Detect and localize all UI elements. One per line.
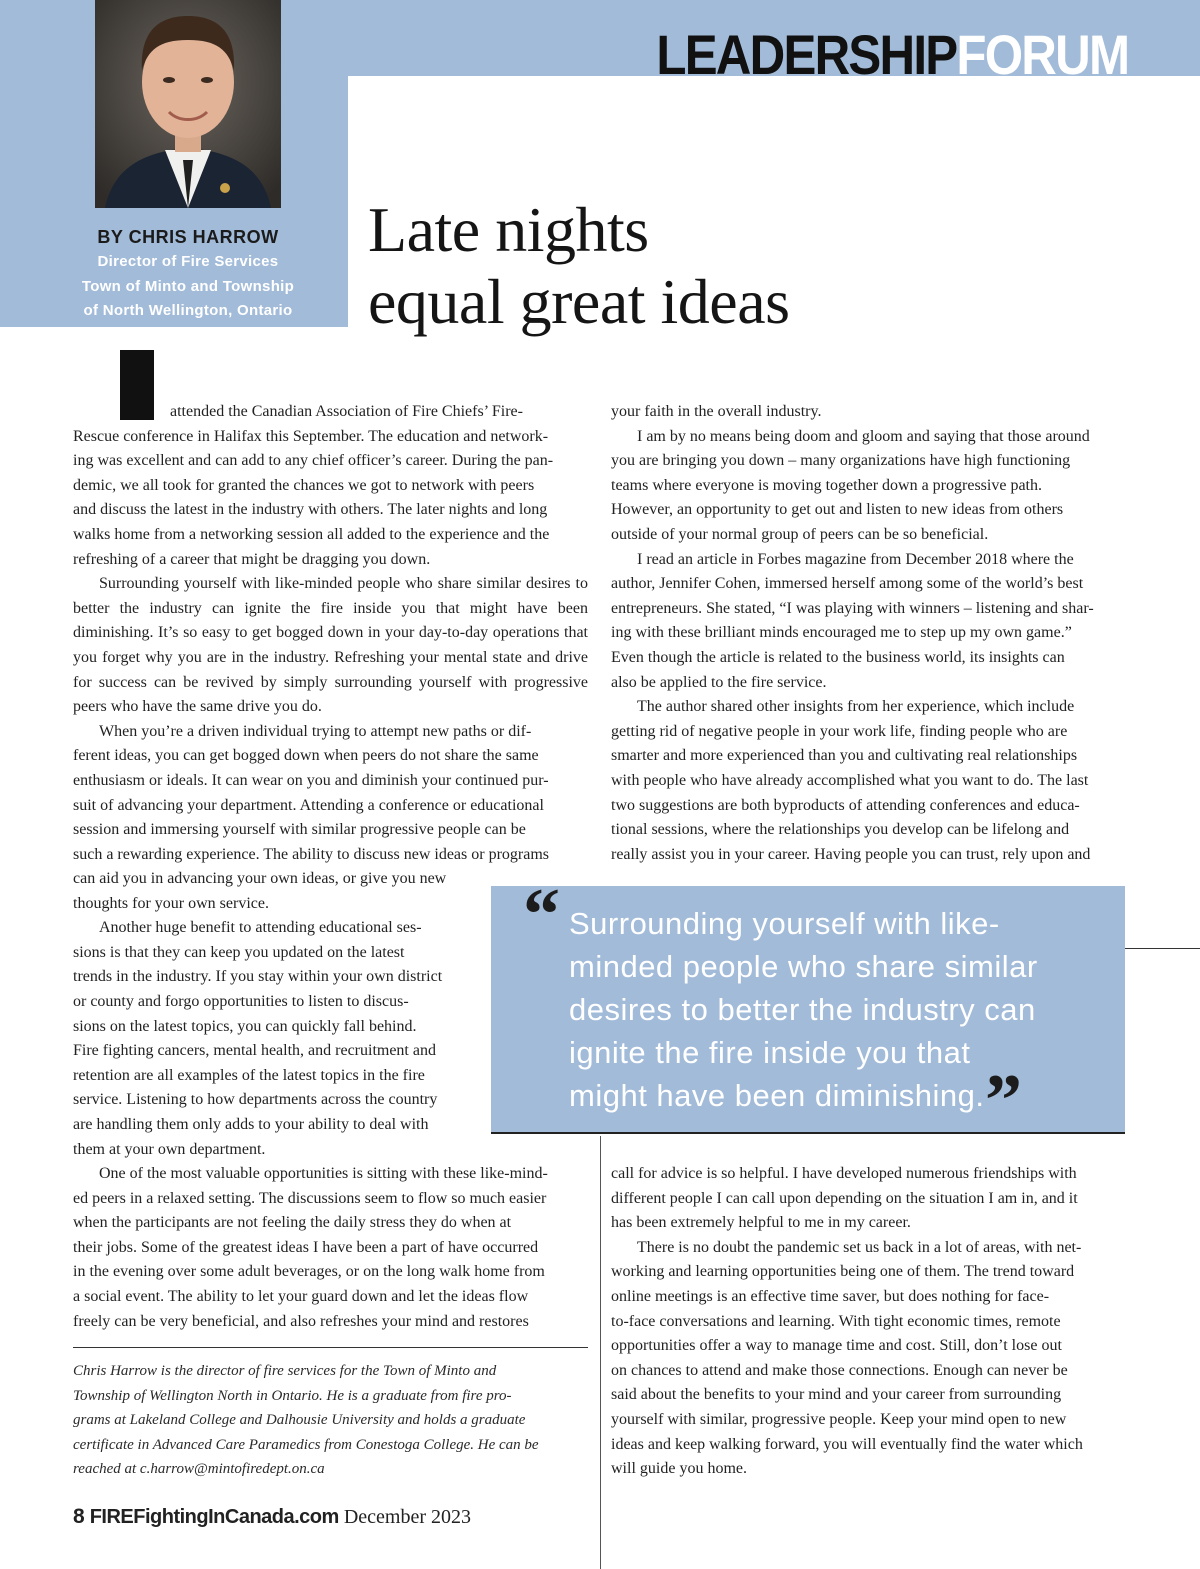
text-line: in the evening over some adult beverages, or on the long walk home from (73, 1263, 545, 1281)
article-headline (368, 194, 790, 338)
text-line: ed peers in a relaxed setting. The discussions seem to flow so much easier (73, 1189, 547, 1207)
paragraph-r2 (611, 425, 1125, 548)
text-line: I read an article in Forbes magazine from December 2018 where the (637, 550, 1074, 568)
text-line: enthusiasm or ideals. It can wear on you and diminish your continued pur- (73, 771, 549, 789)
text-line: entrepreneurs. She stated, “I was playing with winners – listening and shar- (611, 599, 1094, 617)
text-line: ing with these brilliant minds encouraged me to step up my own game.” (611, 624, 1072, 642)
paragraph-5 (73, 1162, 588, 1334)
text-line: your faith in the overall industry. (611, 403, 822, 420)
text-line: ferent ideas, you can get bogged down when peers do not share the same (73, 747, 539, 765)
section-title-word2: FORUM (956, 23, 1128, 86)
text-line: However, an opportunity to get out and listen to new ideas from others (611, 501, 1064, 519)
bio-line: certificate in Advanced Care Paramedics from Conestoga College. He can be (73, 1436, 539, 1453)
column-divider (600, 1136, 601, 1569)
paragraph-r5 (611, 1162, 1125, 1236)
bio-line: grams at Lakeland College and Dalhousie University and holds a graduate (73, 1412, 526, 1429)
text-line: really assist you in your career. Having people you can trust, rely upon and (611, 845, 1091, 863)
close-quote-mark: ” (985, 1060, 1022, 1142)
author-photo (95, 0, 281, 208)
bio-line: reached at c.harrow@mintofiredept.on.ca (73, 1461, 325, 1478)
paragraph-r3 (611, 548, 1125, 696)
right-column-top (611, 400, 1125, 867)
text-line: a social event. The ability to let your guard down and let the ideas flow (73, 1287, 529, 1305)
text-line: teams where everyone is moving together down a progressive path. (611, 476, 1042, 494)
issue-date: December 2023 (343, 1506, 471, 1528)
text-line: One of the most valuable opportunities is sitting with these like-mind- (99, 1165, 548, 1182)
section-title (656, 24, 1128, 86)
text-line: Rescue conference in Halifax this September. The education and network- (73, 427, 549, 445)
bio-line: Chris Harrow is the director of fire services for the Town of Minto and (73, 1363, 497, 1379)
divider-rule (1125, 948, 1200, 949)
pull-quote-line: minded people who share similar (569, 949, 1038, 984)
text-line: I am by no means being doom and gloom and saying that those around (637, 427, 1090, 445)
bio-line: Township of Wellington North in Ontario. He is a graduate from fire pro- (73, 1387, 512, 1404)
text-line: two suggestions are both byproducts of attending conferences and educa- (611, 796, 1080, 814)
headline-line1: Late nights (368, 194, 649, 265)
text-line: smarter and more experienced than you and cultivating real relationships (611, 747, 1078, 765)
text-line: service. Listening to how departments across the country (73, 1091, 438, 1109)
text-line: freely can be very beneficial, and also refreshes your mind and restores (73, 1312, 529, 1330)
text-line: with people who have already accomplished what you want to do. The last (611, 771, 1089, 789)
text-line: author, Jennifer Cohen, immersed herself among some of the world’s best (611, 575, 1084, 593)
text-line: ideas and keep walking forward, you will eventually find the water which (611, 1435, 1083, 1453)
text-line: yourself with similar, progressive people. Keep your mind open to new (611, 1410, 1067, 1428)
page-footer (73, 1505, 471, 1529)
text-line: sions on the latest topics, you can quickly fall behind. (73, 1017, 417, 1035)
text-line: tional sessions, where the relationships you develop can be lifelong and (611, 821, 1070, 839)
section-title-word1: LEADERSHIP (656, 23, 957, 86)
text-line: call for advice is so helpful. I have developed numerous friendships with (611, 1165, 1077, 1182)
text-line: said about the benefits to your mind and your career from surrounding (611, 1386, 1062, 1404)
pull-quote-text (569, 902, 1109, 1117)
text-line: outside of your normal group of peers can be so beneficial. (611, 525, 989, 543)
text-line: them at your own department. (73, 1140, 266, 1158)
text-line: The author shared other insights from her experience, which include (637, 698, 1075, 716)
text-line: Another huge benefit to attending educational ses- (99, 919, 422, 937)
paragraph-r6 (611, 1236, 1125, 1482)
paragraph-1 (73, 400, 588, 572)
text-line: will guide you home. (611, 1460, 747, 1478)
author-role-line1: Director of Fire Services (97, 253, 279, 270)
text-line: attended the Canadian Association of Fire Chiefs’ Fire- (170, 403, 523, 420)
paragraph-2: Surrounding yourself with like-minded people who share similar desires to better the industry can ignite the fire inside you that might have been diminishing. It’s so easy to get bogged down in your day-to-day operations that you forget why you are in the industry. Refreshing your mental state and drive for success can be revived by simply surrounding yourself with progressive peers who have the same drive you do. (73, 575, 588, 716)
text-line: or county and forgo opportunities to listen to discus- (73, 992, 409, 1010)
paragraph-4 (73, 916, 468, 1162)
text-line: sions is that they can keep you updated on the latest (73, 943, 405, 961)
text-line: thoughts for your own service. (73, 894, 269, 912)
pull-quote-line: ignite the fire inside you that (569, 1035, 971, 1070)
text-line: Even though the article is related to the business world, its insights can (611, 648, 1065, 666)
pull-quote-line: Surrounding yourself with like- (569, 906, 1000, 941)
text-line: trends in the industry. If you stay within your own district (73, 968, 443, 986)
text-line: When you’re a driven individual trying to attempt new paths or dif- (99, 722, 532, 740)
text-line: and discuss the latest in the industry with others. The later nights and long (73, 501, 548, 519)
text-line: working and learning opportunities being one of them. The trend toward (611, 1263, 1075, 1281)
text-line: online meetings is an effective time saver, but does nothing for face- (611, 1287, 1050, 1305)
page-number: 8 (73, 1505, 85, 1528)
text-line: retention are all examples of the latest topics in the fire (73, 1066, 425, 1084)
text-line: Fire fighting cancers, mental health, and recruitment and (73, 1042, 436, 1060)
text-line: when the participants are not feeling the daily stress they do when at (73, 1214, 512, 1232)
text-line: suit of advancing your department. Attending a conference or educational (73, 796, 544, 814)
text-line: walks home from a networking session all added to the experience and the (73, 525, 550, 543)
text-line: also be applied to the fire service. (611, 673, 827, 691)
text-line: can aid you in advancing your own ideas, or give you new (73, 870, 447, 887)
text-line: opportunities offer a way to manage time and cost. Still, don’t lose out (611, 1337, 1062, 1355)
text-line: ing was excellent and can add to any chief officer’s career. During the pan- (73, 452, 554, 470)
text-line: such a rewarding experience. The ability to discuss new ideas or programs (73, 845, 549, 863)
text-line: getting rid of negative people in your work life, finding people who are (611, 722, 1068, 740)
pull-quote-line: might have been diminishing. (569, 1078, 985, 1113)
author-role-line2: Town of Minto and Township (81, 277, 295, 295)
left-column-bottom (73, 1162, 588, 1334)
right-column-bottom (611, 1162, 1125, 1482)
text-line: on chances to attend and make those connections. Enough can never be (611, 1361, 1068, 1379)
site-name: FIREFightingInCanada.com (89, 1506, 339, 1528)
text-line: refreshing of a career that might be dragging you down. (73, 550, 431, 568)
byline (40, 224, 336, 324)
pull-quote (491, 874, 1125, 1142)
author-name: BY CHRIS HARROW (97, 227, 279, 247)
left-column-top (73, 400, 588, 867)
pull-quote-line: desires to better the industry can (569, 992, 1036, 1027)
open-quote-mark: “ (523, 874, 560, 956)
text-line: are handling them only adds to your ability to deal with (73, 1115, 429, 1133)
author-bio (73, 1359, 588, 1482)
text-line: you are bringing you down – many organizations have high functioning (611, 452, 1071, 470)
text-line: session and immersing yourself with similar progressive people can be (73, 821, 526, 839)
bio-divider (73, 1347, 588, 1348)
text-line: different people I can call upon depending on the situation I am in, and it (611, 1189, 1078, 1207)
headline-line2: equal great ideas (368, 266, 790, 337)
paragraph-3 (73, 720, 588, 868)
author-role-line3: of North Wellington, Ontario (83, 302, 293, 319)
left-column-narrow (73, 867, 468, 1162)
text-line: their jobs. Some of the greatest ideas I have been a part of have occurred (73, 1238, 539, 1256)
text-line: has been extremely helpful to me in my career. (611, 1214, 911, 1232)
text-line: to-face conversations and learning. With tight economic times, remote (611, 1312, 1061, 1330)
text-line: There is no doubt the pandemic set us back in a lot of areas, with net- (637, 1238, 1082, 1256)
paragraph-r4 (611, 695, 1125, 867)
text-line: demic, we all took for granted the chances we got to network with peers (73, 476, 535, 494)
